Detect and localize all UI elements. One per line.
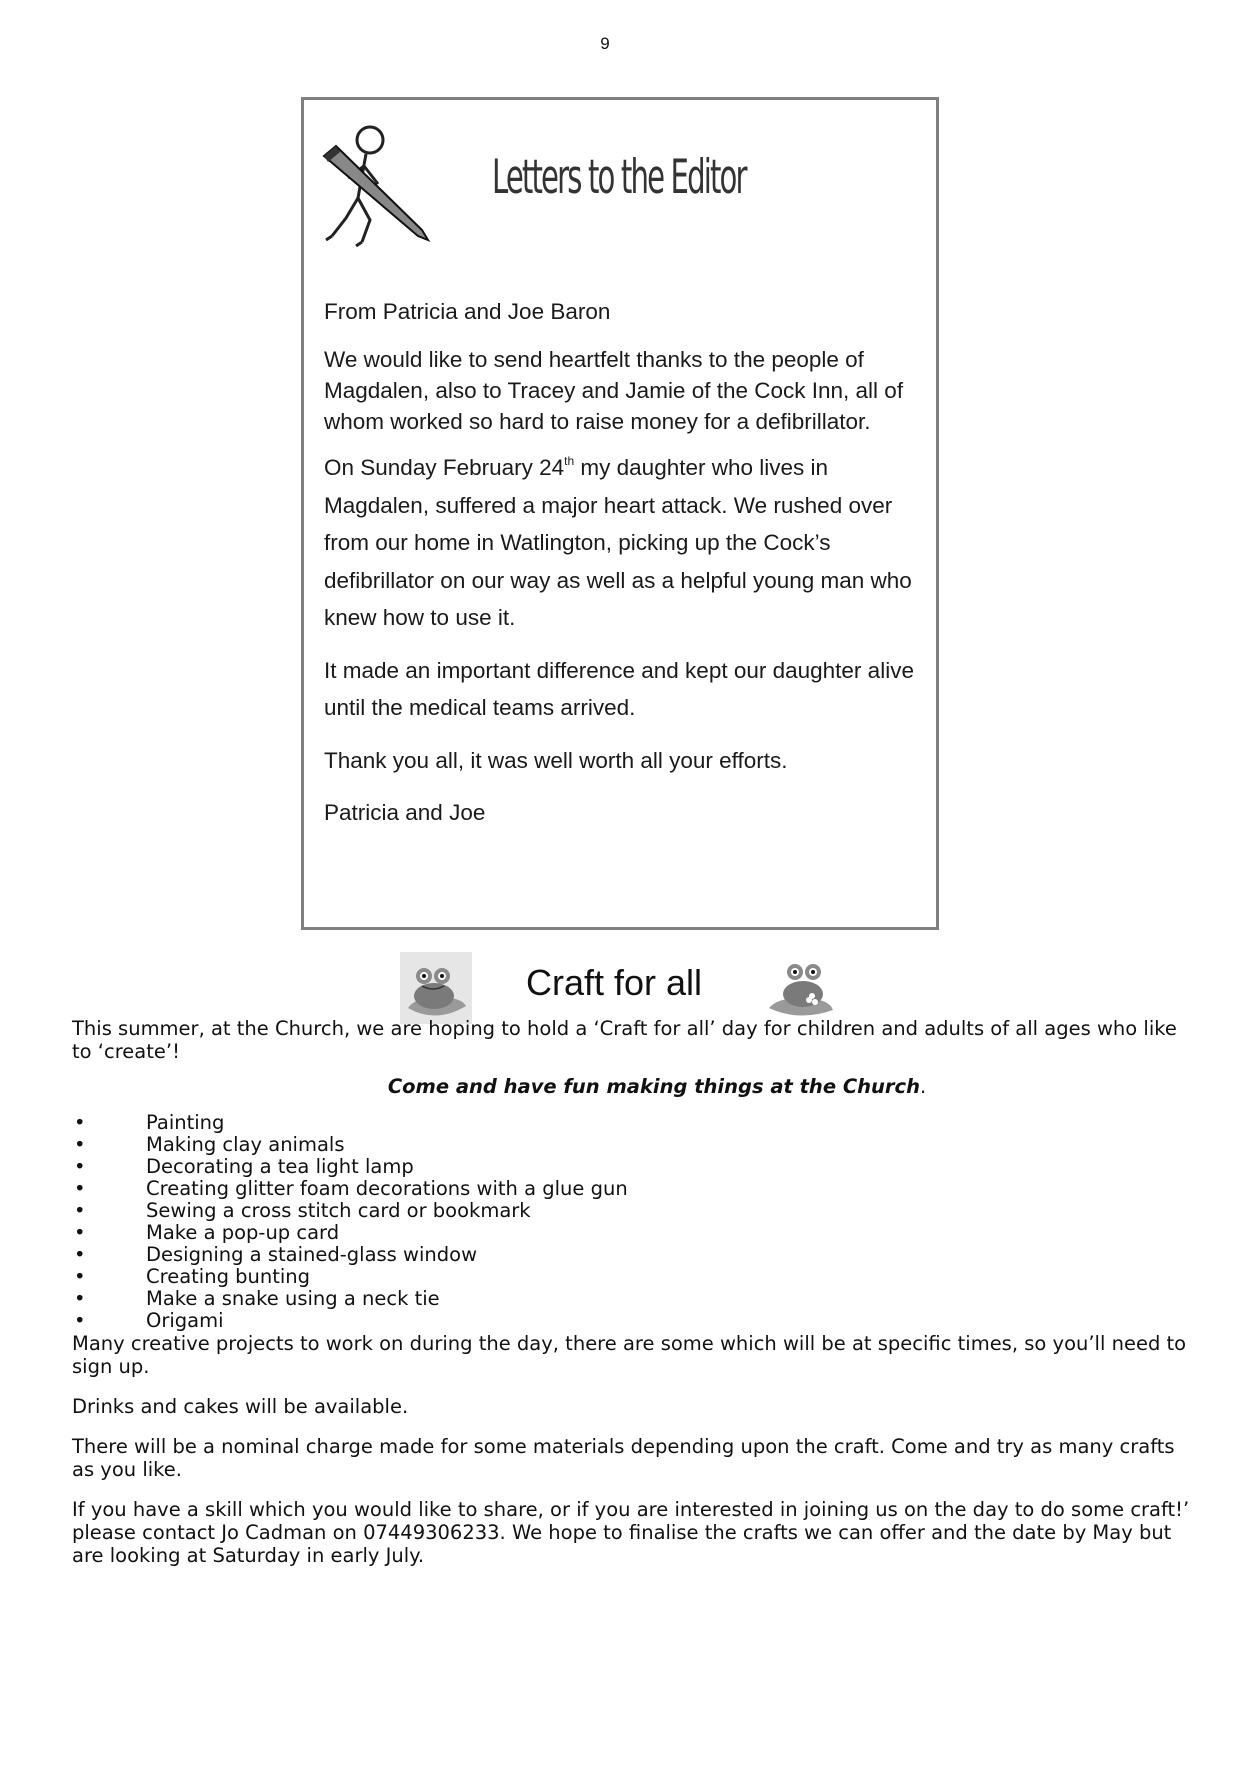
clay-frog-left-icon bbox=[400, 952, 472, 1024]
craft-intro: This summer, at the Church, we are hoping to hold a ‘Craft for all’ day for children and adults of all ages who like to ‘create’! bbox=[72, 1017, 1177, 1063]
craft-list-item-label: Creating glitter foam decorations with a glue gun bbox=[146, 1177, 628, 1200]
bullet-icon: • bbox=[74, 1221, 86, 1244]
letter-paragraph-2-start: On Sunday February 24 bbox=[324, 455, 565, 480]
letter-from-line: From Patricia and Joe Baron bbox=[324, 299, 611, 324]
letter-body bbox=[324, 296, 924, 832]
craft-list-item-label: Make a snake using a neck tie bbox=[146, 1287, 440, 1310]
craft-title: Craft for all bbox=[526, 962, 703, 1003]
craft-list-item bbox=[72, 1266, 1192, 1288]
letter-signature: Patricia and Joe bbox=[324, 800, 486, 825]
craft-list-item bbox=[72, 1134, 1192, 1156]
craft-tagline-text: Come and have fun making things at the Church bbox=[387, 1075, 920, 1098]
stick-figure-pencil-icon bbox=[318, 118, 438, 268]
craft-activities-list bbox=[72, 1112, 1192, 1332]
letters-title: Letters to the Editor bbox=[492, 150, 746, 205]
craft-list-item bbox=[72, 1156, 1192, 1178]
craft-list-item-label: Decorating a tea light lamp bbox=[146, 1155, 414, 1178]
craft-list-item-label: Origami bbox=[146, 1309, 224, 1332]
craft-refreshments: Drinks and cakes will be available. bbox=[72, 1395, 409, 1418]
craft-list-item-label: Sewing a cross stitch card or bookmark bbox=[146, 1199, 531, 1222]
letter-paragraph-4: Thank you all, it was well worth all your efforts. bbox=[324, 747, 788, 773]
bullet-icon: • bbox=[74, 1111, 86, 1134]
bullet-icon: • bbox=[74, 1155, 86, 1178]
ordinal-suffix: th bbox=[564, 454, 575, 468]
craft-list-item bbox=[72, 1178, 1192, 1200]
craft-projects-note: Many creative projects to work on during the day, there are some which will be at specific times, so you’ll need to sign up. bbox=[72, 1332, 1187, 1378]
clay-frog-right-icon bbox=[765, 952, 837, 1024]
page-number: 9 bbox=[600, 34, 610, 53]
bullet-icon: • bbox=[74, 1199, 86, 1222]
bullet-icon: • bbox=[74, 1309, 86, 1332]
letter-paragraph-2 bbox=[324, 449, 924, 637]
craft-charge-note: There will be a nominal charge made for some materials depending upon the craft. Come and try as many crafts as you like. bbox=[72, 1435, 1175, 1481]
craft-list-item bbox=[72, 1310, 1192, 1332]
bullet-icon: • bbox=[74, 1287, 86, 1310]
craft-list-item bbox=[72, 1200, 1192, 1222]
craft-list-item-label: Make a pop-up card bbox=[146, 1221, 340, 1244]
craft-list-item-label: Designing a stained-glass window bbox=[146, 1243, 478, 1266]
craft-list-item bbox=[72, 1112, 1192, 1134]
letter-paragraph-2-end: my daughter who lives in Magdalen, suffered a major heart attack. We rushed over from our home in Watlington, picking up the Cock’s defibrillator on our way as well as a helpful young man who knew how to use it. bbox=[324, 455, 912, 630]
craft-section bbox=[72, 1017, 1192, 1567]
craft-list-item bbox=[72, 1288, 1192, 1310]
bullet-icon: • bbox=[74, 1133, 86, 1156]
craft-tagline-period: . bbox=[919, 1075, 927, 1098]
letter-paragraph-1: We would like to send heartfelt thanks to the people of Magdalen, also to Tracey and Jamie of the Cock Inn, all of whom worked so hard to raise money for a defibrillator. bbox=[324, 347, 904, 434]
letter-paragraph-3: It made an important difference and kept our daughter alive until the medical teams arrived. bbox=[324, 657, 914, 720]
bullet-icon: • bbox=[74, 1265, 86, 1288]
bullet-icon: • bbox=[74, 1243, 86, 1266]
craft-contact-note: If you have a skill which you would like to share, or if you are interested in joining us on the day to do some craft!’ please contact Jo Cadman on 07449306233. We hope to finalise the crafts we can offer and the date by May but are looking at Saturday in early July. bbox=[72, 1498, 1190, 1567]
craft-list-item bbox=[72, 1222, 1192, 1244]
letters-to-editor-box bbox=[301, 97, 939, 930]
craft-list-item-label: Painting bbox=[146, 1111, 225, 1134]
craft-list-item-label: Making clay animals bbox=[146, 1133, 345, 1156]
craft-tagline bbox=[72, 1075, 1192, 1098]
craft-list-item bbox=[72, 1244, 1192, 1266]
bullet-icon: • bbox=[74, 1177, 86, 1200]
craft-list-item-label: Creating bunting bbox=[146, 1265, 311, 1288]
